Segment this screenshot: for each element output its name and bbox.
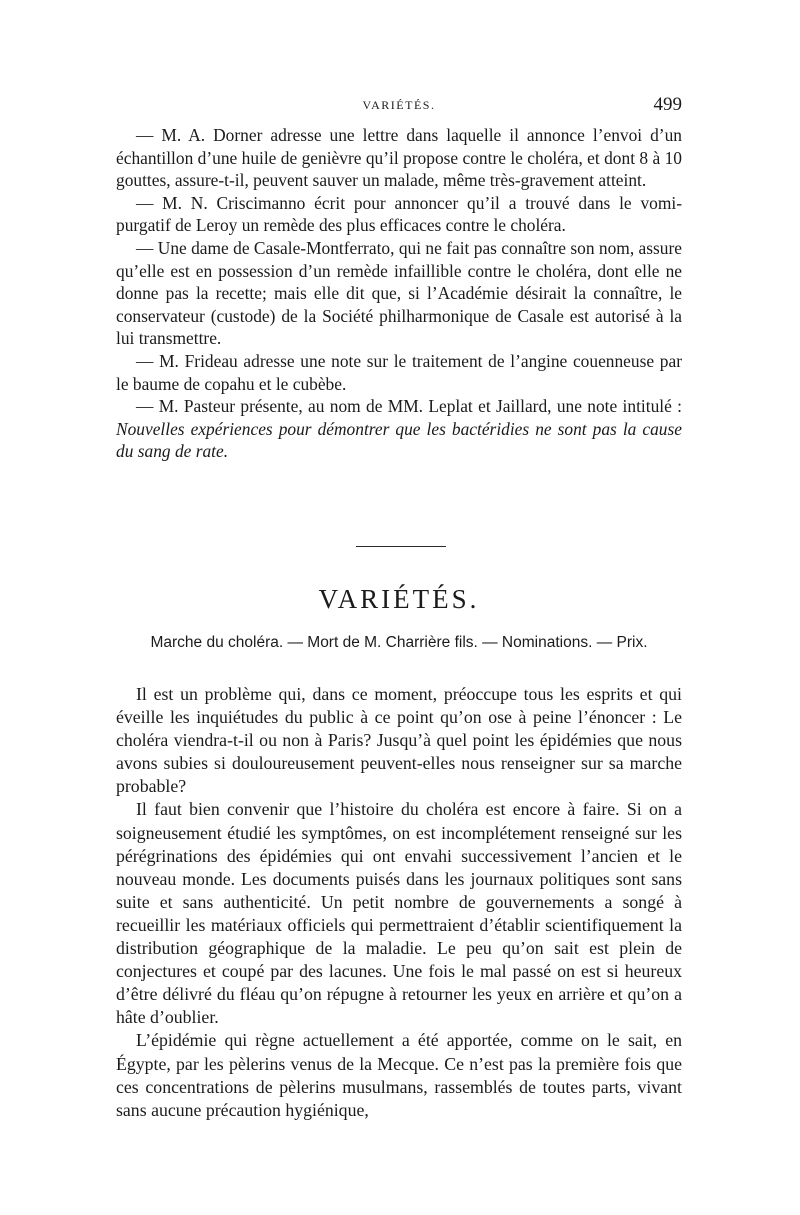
body-paragraph: L’épidémie qui règne actuellement a été apportée, comme on le sait, en Égypte, par les pèlerins venus de la Mecque. Ce n’est pas la première fois que ces concentrations de pèlerins musulmans, rassemblés de toutes parts, vivant sans aucune précaution hygiénique, <box>116 1030 682 1120</box>
page-number: 499 <box>653 94 682 115</box>
body-paragraph: Il faut bien convenir que l’histoire du choléra est encore à faire. Si on a soigneusement étudié les symptômes, on est incomplétement renseigné sur les pérégrinations des épidémies qui ont envahi successivement l’ancien et le nouveau monde. Les documents puisés dans les journaux politiques sont sans suite et sans authenticité. Un petit nombre de gouvernements a songé à recueillir les matériaux officiels qui permettraient d’établir scientifiquement la distribution géographique de la maladie. Le peu qu’on sait est plein de conjectures et coupé par des lacunes. Une fois le mal passé on est si heureux d’être délivré du fléau qu’on répugne à retourner les yeux en arrière et qu’on a hâte d’oublier. <box>116 799 682 1028</box>
book-page <box>116 0 682 1215</box>
note-lead-text: — M. Pasteur présente, au nom de MM. Leplat et Jaillard, une note intitulé : <box>136 396 682 417</box>
note-paragraph: — M. N. Criscimanno écrit pour annoncer qu’il a trouvé dans le vomi-purgatif de Leroy un remède des plus efficaces contre le choléra. <box>116 192 682 236</box>
correspondence-notes <box>116 124 682 463</box>
note-paragraph: — M. A. Dorner adresse une lettre dans laquelle il annonce l’envoi d’un échantillon d’une huile de genièvre qu’il propose contre le choléra, et dont 8 à 10 gouttes, assure-t-il, peuvent sauver un malade, même très-gravement atteint. <box>116 125 682 191</box>
note-italic-title: Nouvelles expériences pour démontrer que les bactéridies ne sont pas la cause du sang de rate. <box>116 418 682 462</box>
running-head <box>116 94 682 116</box>
section-divider <box>356 546 446 547</box>
note-paragraph <box>116 395 682 463</box>
article-body <box>116 683 682 1122</box>
running-title: VARIÉTÉS. <box>362 98 436 112</box>
section-subtitle: Marche du choléra. — Mort de M. Charrière fils. — Nominations. — Prix. <box>150 634 648 651</box>
note-paragraph: — M. Frideau adresse une note sur le traitement de l’angine couenneuse par le baume de copahu et le cubèbe. <box>116 350 682 394</box>
section-title: VARIÉTÉS. <box>318 584 480 614</box>
body-paragraph: Il est un problème qui, dans ce moment, préoccupe tous les esprits et qui éveille les inquiétudes du public à ce point qu’on ose à peine l’énoncer : Le choléra viendra-t-il ou non à Paris? Jusqu’à quel point les épidémies que nous avons subies si douloureusement peuvent-elles nous renseigner sur sa marche probable? <box>116 684 682 797</box>
note-paragraph: — Une dame de Casale-Montferrato, qui ne fait pas connaître son nom, assure qu’elle est en possession d’un remède infaillible contre le choléra, dont elle ne donne pas la recette; mais elle dit que, si l’Académie désirait la connaître, le conservateur (custode) de la Société philharmonique de Casale est autorisé à la lui transmettre. <box>116 237 682 349</box>
